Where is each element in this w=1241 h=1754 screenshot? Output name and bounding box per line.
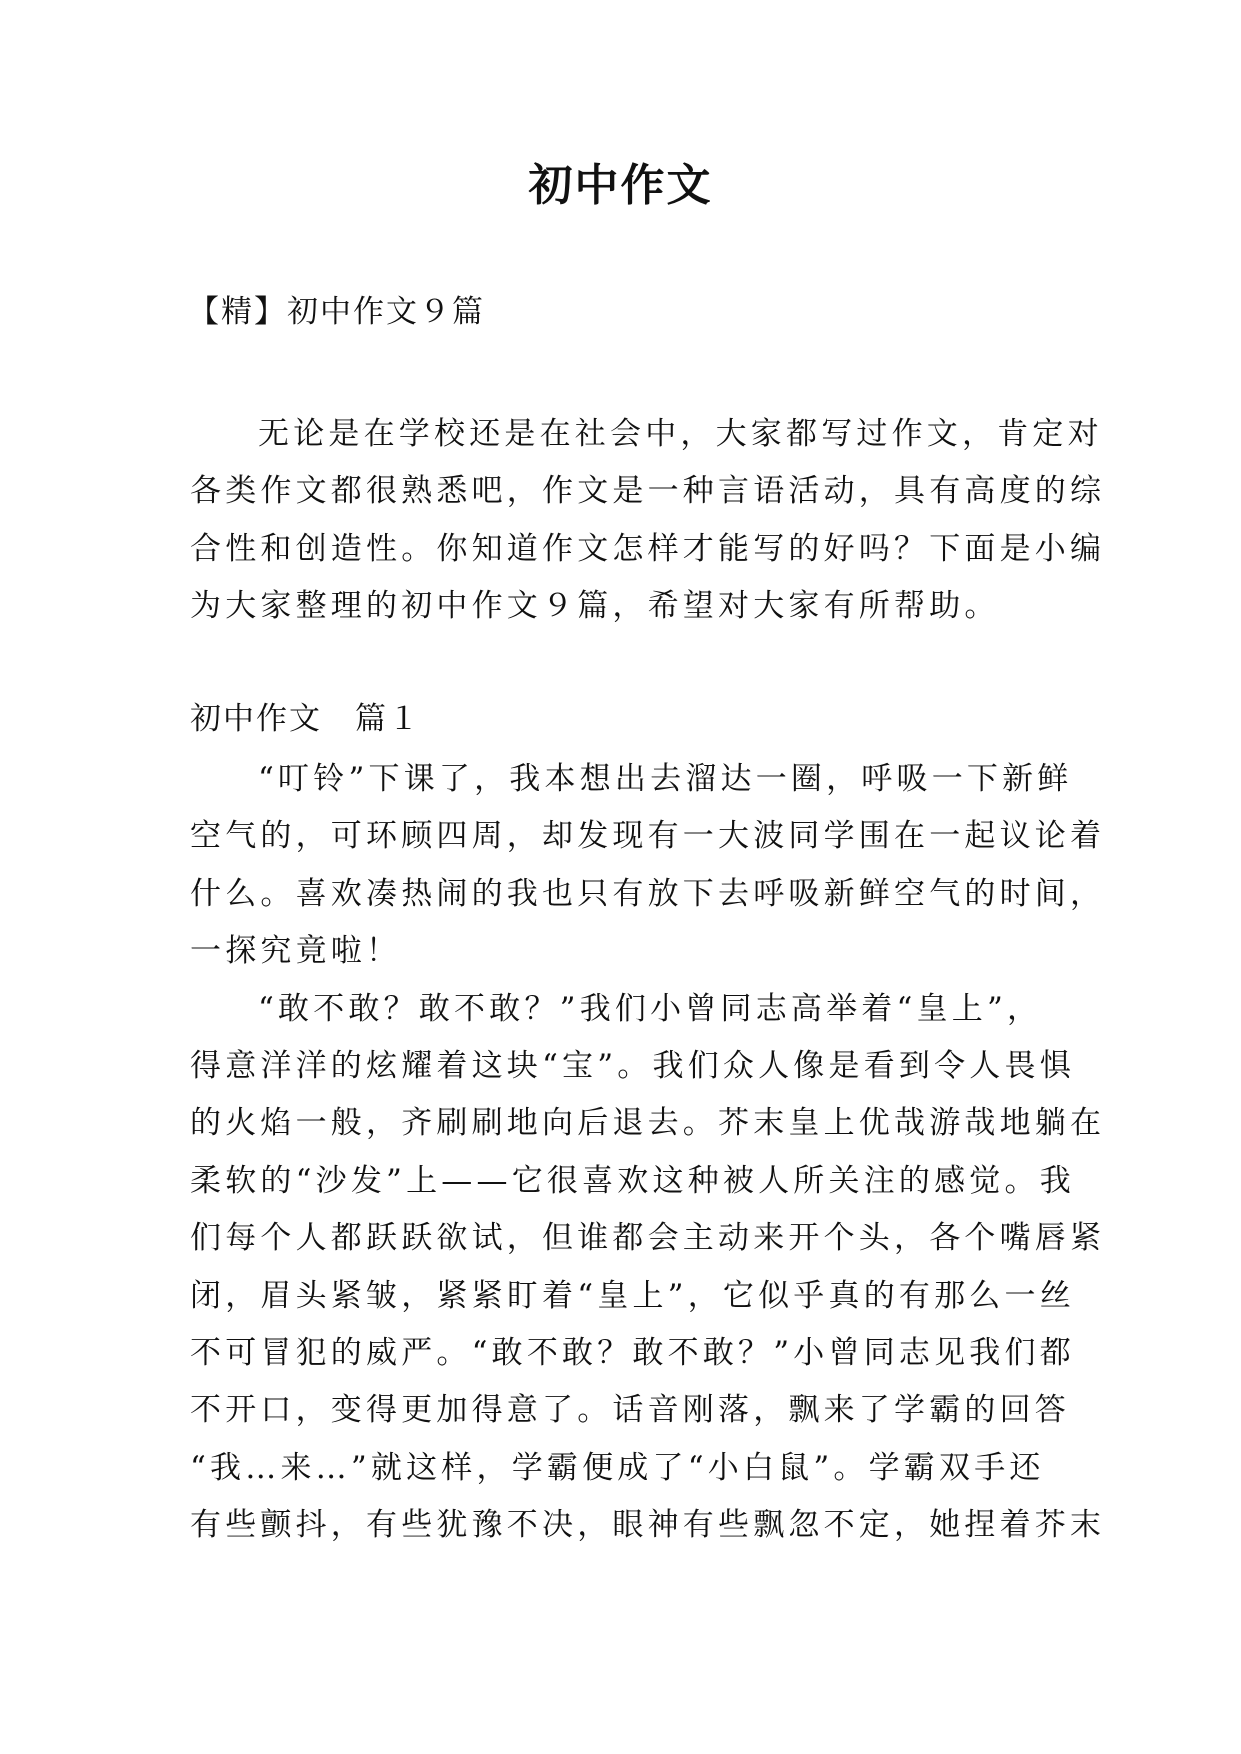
body-line: 有些颤抖，有些犹豫不决，眼神有些飘忽不定，她捏着芥末 bbox=[190, 1507, 1106, 1544]
body-line: 柔软的“沙发”上——它很喜欢这种被人所关注的感觉。我 bbox=[190, 1162, 1075, 1199]
body-line: 空气的，可环顾四周，却发现有一大波同学围在一起议论着 bbox=[190, 818, 1106, 855]
intro-line: 合性和创造性。你知道作文怎样才能写的好吗？下面是小编 bbox=[190, 530, 1106, 567]
body-line: 不开口，变得更加得意了。话音刚落，飘来了学霸的回答 bbox=[190, 1392, 1070, 1429]
essay-body bbox=[190, 751, 1106, 1555]
body-line: 一探究竟啦！ bbox=[190, 933, 402, 970]
body-line: 不可冒犯的威严。“敢不敢？敢不敢？”小曾同志见我们都 bbox=[190, 1335, 1075, 1372]
document-title: 初中作文 bbox=[528, 160, 713, 211]
body-line: “敢不敢？敢不敢？”我们小曾同志高举着“皇上”， bbox=[258, 990, 1043, 1027]
body-line: 们每个人都跃跃欲试，但谁都会主动来开个头，各个嘴唇紧 bbox=[190, 1220, 1106, 1257]
section-heading: 初中作文 篇１ bbox=[190, 701, 421, 737]
document-subtitle: 【精】初中作文９篇 bbox=[188, 294, 485, 330]
body-line: 闭，眉头紧皱，紧紧盯着“皇上”，它似乎真的有那么一丝 bbox=[190, 1277, 1075, 1314]
body-line: 的火焰一般，齐刷刷地向后退去。芥末皇上优哉游哉地躺在 bbox=[190, 1105, 1106, 1142]
intro-line: 无论是在学校还是在社会中，大家都写过作文，肯定对 bbox=[258, 416, 1103, 452]
body-line: 得意洋洋的炫耀着这块“宝”。我们众人像是看到令人畏惧 bbox=[190, 1048, 1075, 1085]
intro-line: 为大家整理的初中作文９篇，希望对大家有所帮助。 bbox=[190, 588, 1000, 625]
body-line: “我…来…”就这样，学霸便成了“小白鼠”。学霸双手还 bbox=[190, 1449, 1045, 1486]
intro-paragraph bbox=[190, 406, 1106, 636]
body-line: 什么。喜欢凑热闹的我也只有放下去呼吸新鲜空气的时间， bbox=[190, 875, 1106, 912]
intro-line: 各类作文都很熟悉吧，作文是一种言语活动，具有高度的综 bbox=[190, 473, 1106, 510]
body-line: “叮铃”下课了，我本想出去溜达一圈，呼吸一下新鲜 bbox=[258, 761, 1073, 797]
